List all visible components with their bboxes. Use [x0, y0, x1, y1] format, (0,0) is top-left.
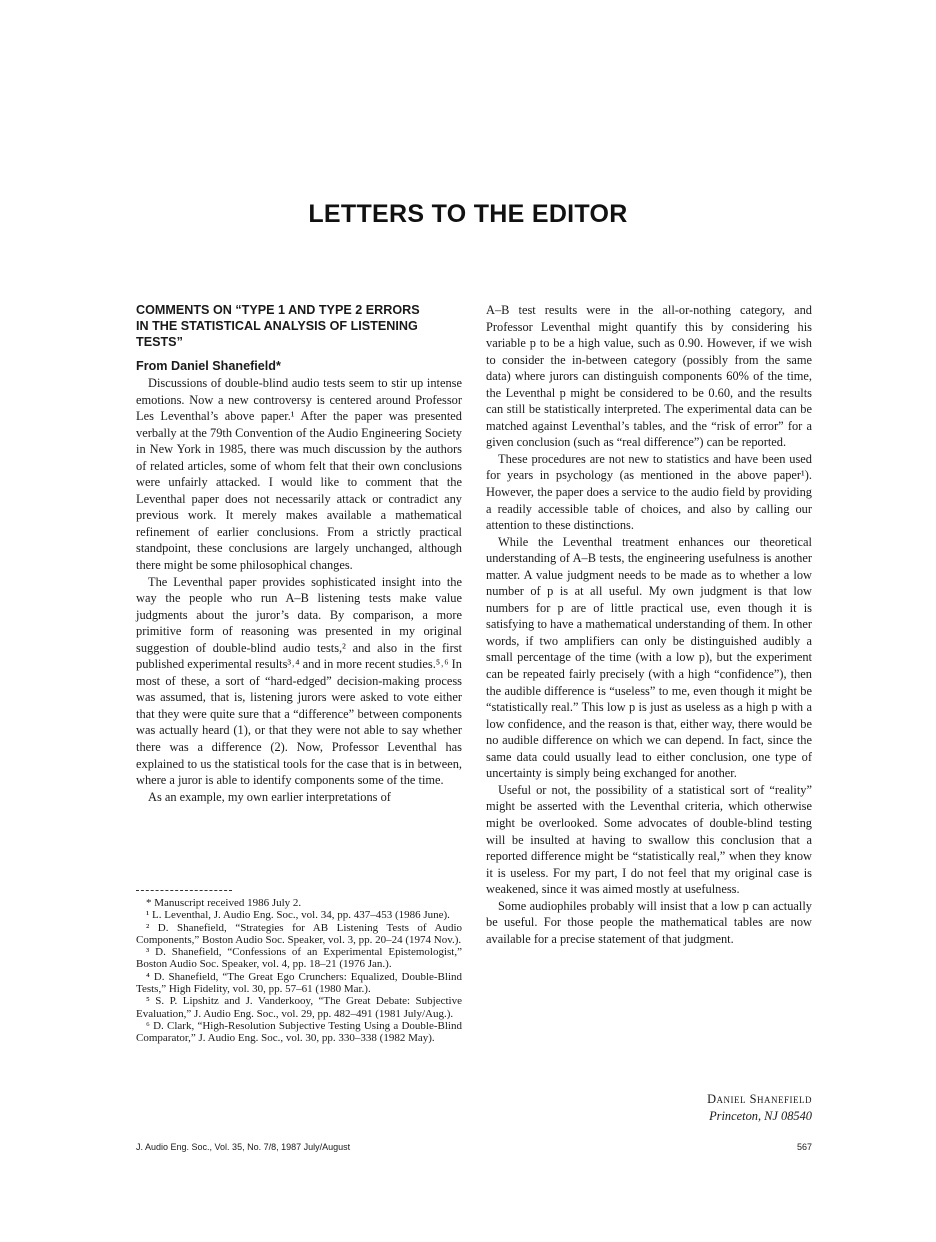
- body-paragraph: Useful or not, the possibility of a statistical sort of “reality” might be asserted with the Leventhal criteria, which otherwise might be overlooked. Some advocates of double-blind testing will be insulted at having to swallow this conclusion that a reported difference might be “statistically real,” when they know it is useless. For my part, I do not feel that my original case is weakened, since it was aimed mostly at usefulness.: [486, 782, 812, 897]
- signature-name: Daniel Shanefield: [707, 1092, 812, 1106]
- article-heading-line: TESTS”: [136, 335, 183, 349]
- journal-citation: J. Audio Eng. Soc., Vol. 35, No. 7/8, 1987 July/August: [136, 1142, 351, 1152]
- footnote: ⁵ S. P. Lipshitz and J. Vanderkooy, “The Great Debate: Subjective Evaluation,” J. Audio Eng. Soc., vol. 29, pp. 482–491 (1981 July/Aug.).: [136, 995, 462, 1020]
- page-title: LETTERS TO THE EDITOR: [308, 200, 628, 228]
- body-paragraph: Some audiophiles probably will insist that a low p can actually be useful. For those people the mathematical tables are now available for a precise statement of that judgment.: [486, 898, 812, 946]
- signature: [486, 1091, 812, 1125]
- footnote-divider: [136, 890, 232, 891]
- footnote: ² D. Shanefield, “Strategies for AB Listening Tests of Audio Components,” Boston Audio Soc. Speaker, vol. 3, pp. 20–24 (1974 Nov.).: [136, 921, 462, 946]
- footnote: ¹ L. Leventhal, J. Audio Eng. Soc., vol. 34, pp. 437–453 (1986 June).: [146, 909, 450, 922]
- body-paragraph: A–B test results were in the all-or-nothing category, and Professor Leventhal might quantify this by considering his variable p to be a high value, such as 0.90. However, if we wish to consider the in-between category (possibly from the same data) where jurors can distinguish components 60% of the time, the Leventhal p might be considered to be 0.60, and the results can still be statistically interpreted. The experimental data can be matched against Leventhal’s tables, and the “risk of error” for a given conclusion (such as “real difference”) can be reported.: [486, 303, 812, 450]
- byline: From Daniel Shanefield*: [136, 359, 281, 373]
- footnotes: [136, 897, 462, 1045]
- body-paragraph: The Leventhal paper provides sophisticated insight into the way the people who run A–B listening tests make value judgments about the juror’s data. By comparison, a more primitive form of reasoning was presented in my original suggestion of double-blind audio tests,² and also in the first published experimental results³˒⁴ and in more recent studies.⁵˒⁶ In most of these, a sort of “hard-edged” decision-making process was assumed, that is, listening jurors were asked to vote either that they were quite sure that a “difference” between components was actually heard (1), or that they were not able to say whether there was a difference (2). Now, Professor Leventhal has explained to us the statistical tools for the case that is in between, where a juror is able to identify components some of the time.: [136, 574, 463, 788]
- left-column: [136, 302, 462, 805]
- footnote: ⁴ D. Shanefield, “The Great Ego Crunchers: Equalized, Double-Blind Tests,” High Fidelity, vol. 30, pp. 57–61 (1980 Mar.).: [136, 970, 462, 996]
- right-column: [486, 302, 812, 947]
- signature-place: Princeton, NJ 08540: [709, 1109, 812, 1123]
- footnote: ³ D. Shanefield, “Confessions of an Experimental Epistemologist,” Boston Audio Soc. Speaker, vol. 4, pp. 18–21 (1976 Jan.).: [136, 946, 462, 971]
- footnote: ⁶ D. Clark, “High-Resolution Subjective Testing Using a Double-Blind Comparator,” J. Audio Eng. Soc., vol. 30, pp. 330–338 (1982 May).: [136, 1019, 462, 1045]
- body-paragraph: As an example, my own earlier interpretations of: [148, 789, 391, 804]
- body-paragraph: These procedures are not new to statistics and have been used for years in psychology (as mentioned in the above paper¹). However, the paper does a service to the audio field by providing a readily accessible table of choices, and also by calling our attention to these distinctions.: [486, 451, 812, 533]
- footnote: * Manuscript received 1986 July 2.: [146, 897, 302, 909]
- body-paragraph: Discussions of double-blind audio tests seem to stir up intense emotions. Now a new controversy is centered around Professor Les Leventhal’s above paper.¹ After the paper was presented verbally at the 79th Convention of the Audio Engineering Society in New York in 1985, there was much discussion by the authors of related articles, some of whom felt that their own conclusions were unfairly attacked. I would like to comment that the Leventhal paper does not necessarily attack or contradict any previous work. It merely makes available a mathematical refinement of earlier conclusions. From a strictly practical standpoint, these conclusions are largely unchanged, although there might be some philosophical changes.: [136, 376, 462, 573]
- page-number: 567: [796, 1142, 812, 1152]
- body-paragraph: While the Leventhal treatment enhances our theoretical understanding of A–B tests, the engineering usefulness is another matter. A value judgment needs to be made as to whether a low number of p is at all useful. My own judgment is that low numbers for p are of little practical use, even though it is satisfying to have a mathematical understanding of them. In other words, if two amplifiers can only be distinguished audibly a small percentage of the time (with a low p), but the experiment can be repeated fairly precisely (with a high “confidence”), then the audible difference is “useless” to me, even though it might be “statistically real.” This low p is just as useless as a high p with a low confidence, and the reason is that, either way, there would be no audible difference on which we can depend. In fact, since the same data could usually lead to either conclusion, one type of uncertainty is simply being exchanged for another.: [486, 534, 812, 781]
- article-heading-line: IN THE STATISTICAL ANALYSIS OF LISTENING: [136, 319, 418, 333]
- article-heading: [136, 302, 462, 350]
- article-heading-line: COMMENTS ON “TYPE 1 AND TYPE 2 ERRORS: [136, 303, 420, 317]
